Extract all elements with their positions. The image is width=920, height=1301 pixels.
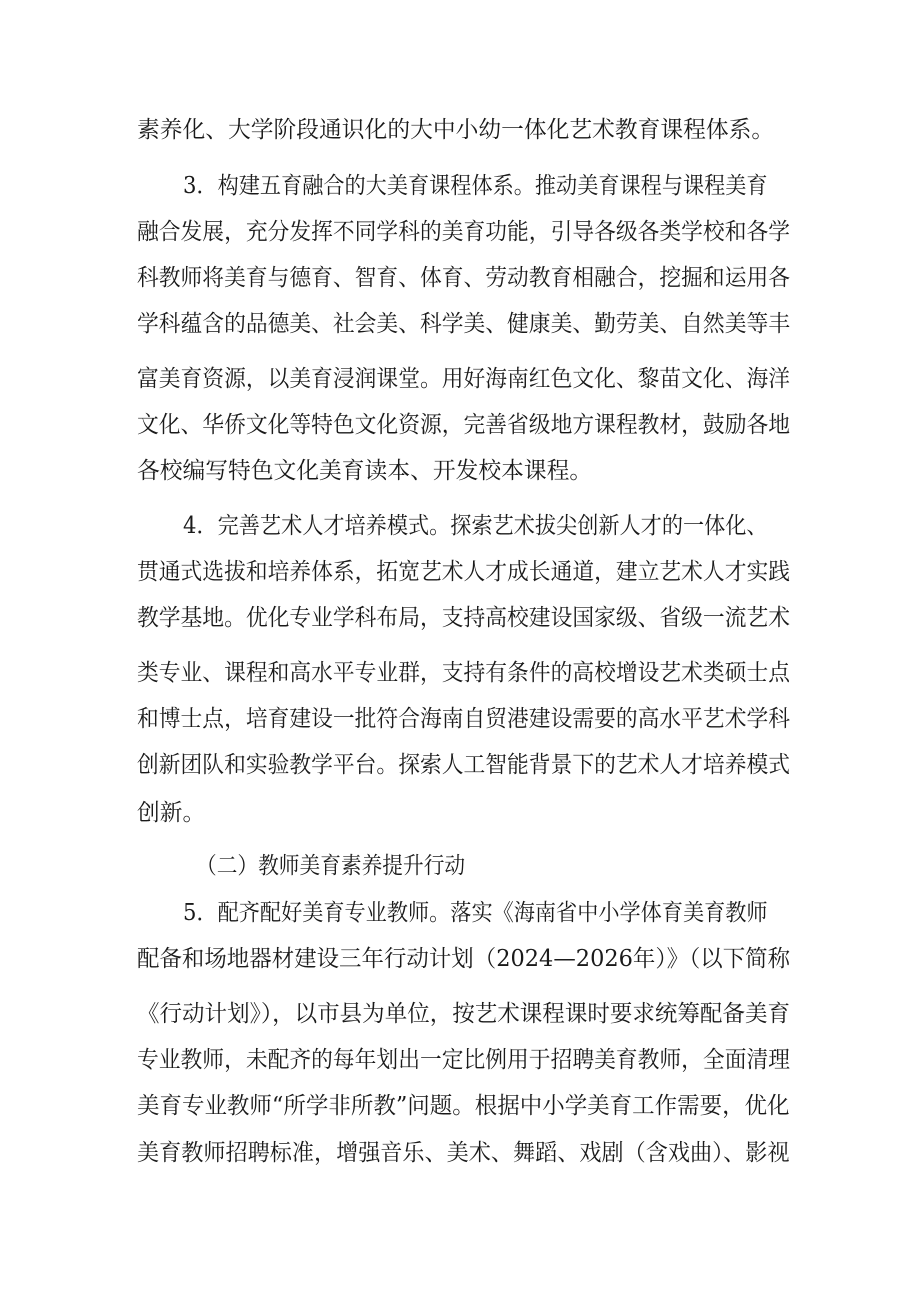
paragraph-line: 创新。	[137, 800, 206, 826]
paragraph-line: 科教师将美育与德育、智育、体育、劳动教育相融合，挖掘和运用各	[137, 265, 790, 291]
paragraph-line: 专业教师，未配齐的每年划出一定比例用于招聘美育教师，全面清理	[137, 1047, 790, 1073]
paragraph-line: 富美育资源，以美育浸润课堂。用好海南红色文化、黎苗文化、海洋	[137, 366, 790, 392]
paragraph-line: 美育教师招聘标准，增强音乐、美术、舞蹈、戏剧（含戏曲）、影视	[137, 1140, 790, 1166]
subsection-heading: （二）教师美育素养提升行动	[196, 853, 466, 879]
paragraph-line: 类专业、课程和高水平专业群，支持有条件的高校增设艺术类硕士点	[137, 660, 790, 686]
paragraph-line: 教学基地。优化专业学科布局，支持高校建设国家级、省级一流艺术	[137, 605, 790, 631]
paragraph-line: 美育专业教师“所学非所教”问题。根据中小学美育工作需要，优化	[137, 1093, 790, 1119]
section-3-heading-line: 3．构建五育融合的大美育课程体系。推动美育课程与课程美育	[183, 173, 768, 199]
paragraph-line: 学科蕴含的品德美、社会美、科学美、健康美、勤劳美、自然美等丰	[137, 311, 790, 337]
paragraph-line: 素养化、大学阶段通识化的大中小幼一体化艺术教育课程体系。	[137, 117, 775, 143]
paragraph-line: 贯通式选拔和培养体系，拓宽艺术人才成长通道，建立艺术人才实践	[137, 559, 790, 585]
paragraph-line: 各校编写特色文化美育读本、开发校本课程。	[137, 458, 593, 484]
paragraph-line: 创新团队和实验教学平台。探索人工智能背景下的艺术人才培养模式	[137, 752, 790, 778]
paragraph-line: 《行动计划》），以市县为单位，按艺术课程课时要求统筹配备美育	[137, 1001, 790, 1027]
paragraph-line: 文化、华侨文化等特色文化资源，完善省级地方课程教材，鼓励各地	[137, 412, 790, 438]
paragraph-line: 和博士点，培育建设一批符合海南自贸港建设需要的高水平艺术学科	[137, 706, 790, 732]
paragraph-line: 融合发展，充分发挥不同学科的美育功能，引导各级各类学校和各学	[137, 219, 790, 245]
paragraph-line: 配备和场地器材建设三年行动计划（2024—2026年）》（以下简称	[137, 946, 791, 972]
section-4-heading-line: 4．完善艺术人才培养模式。探索艺术拔尖创新人才的一体化、	[183, 513, 768, 539]
section-5-heading-line: 5．配齐配好美育专业教师。落实《海南省中小学体育美育教师	[183, 900, 768, 926]
